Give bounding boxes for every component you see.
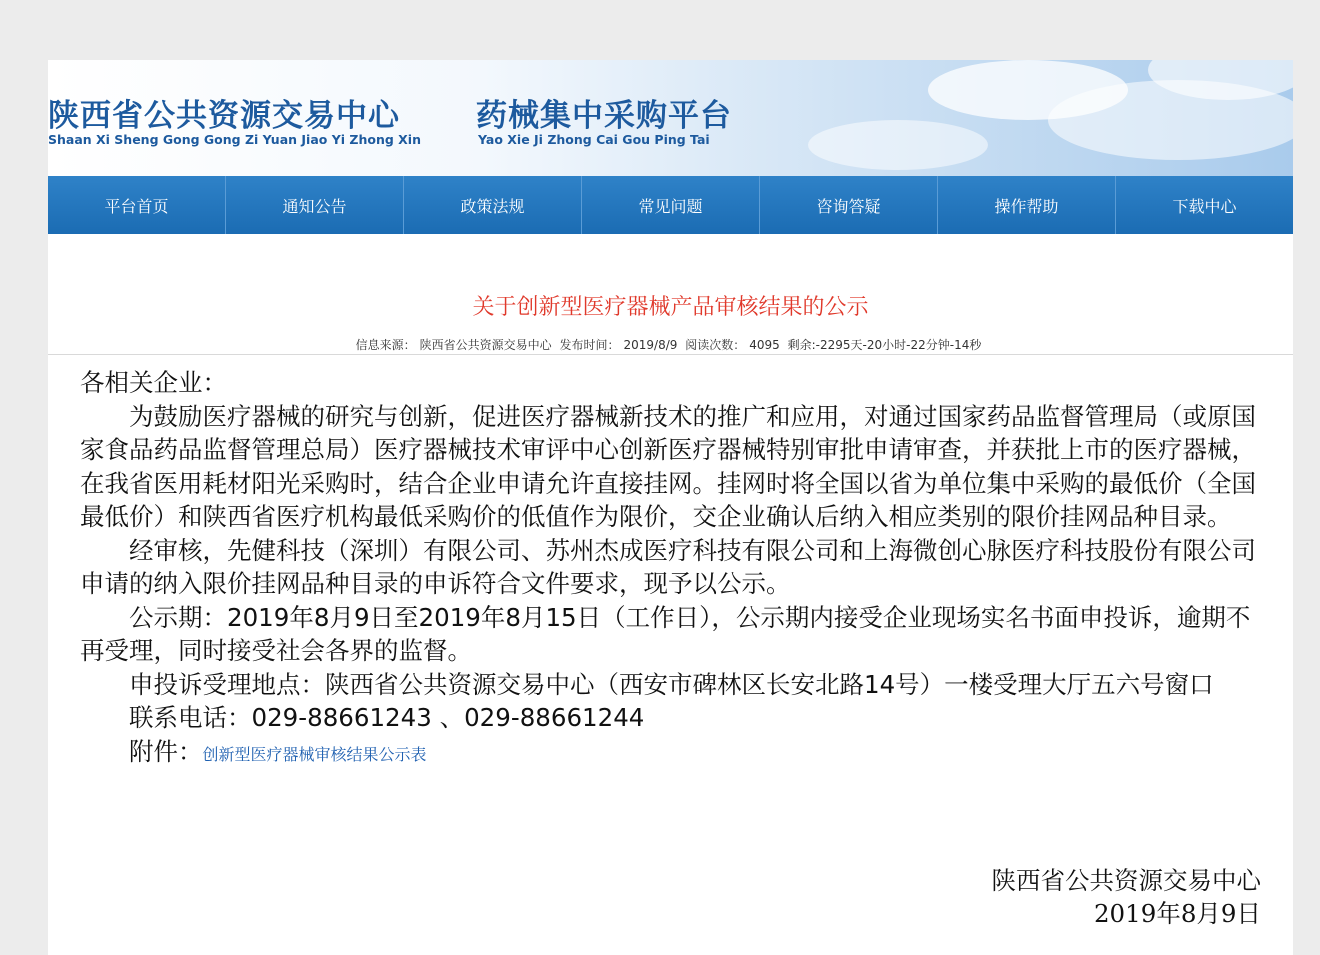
article-title: 关于创新型医疗器械产品审核结果的公示 — [472, 295, 869, 320]
signature-org: 陕西省公共资源交易中心 — [991, 866, 1261, 895]
body-paragraph: 公示期：2019年8月9日至2019年8月15日（工作日），公示期内接受企业现场实名书面申投诉，逾期不再受理，同时接受社会各界的监督。 — [80, 602, 1251, 665]
divider — [48, 354, 1293, 355]
page-container — [48, 60, 1293, 955]
site-title-right: 药械集中采购平台 — [476, 98, 732, 134]
main-nav — [48, 176, 1293, 234]
meta-date: 2019/8/9 — [623, 338, 678, 352]
article-meta — [48, 336, 1293, 353]
meta-date-label: 发布时间： — [559, 338, 620, 352]
article-body — [80, 366, 1265, 771]
nav-item-help[interactable]: 操作帮助 — [938, 176, 1116, 234]
greeting: 各相关企业： — [80, 368, 227, 397]
nav-item-faq[interactable]: 常见问题 — [582, 176, 760, 234]
body-paragraph: 经审核，先健科技（深圳）有限公司、苏州杰成医疗科技有限公司和上海微创心脉医疗科技股份有限公司申请的纳入限价挂网品种目录的申诉符合文件要求，现予以公示。 — [80, 535, 1256, 598]
nav-item-consult[interactable]: 咨询答疑 — [760, 176, 938, 234]
contact-phone: 联系电话：029-88661243 、029-88661244 — [129, 703, 645, 732]
nav-item-home[interactable]: 平台首页 — [48, 176, 226, 234]
site-title-left: 陕西省公共资源交易中心 — [48, 98, 400, 134]
nav-item-notices[interactable]: 通知公告 — [226, 176, 404, 234]
attachment-link[interactable]: 创新型医疗器械审核结果公示表 — [202, 744, 427, 764]
nav-item-downloads[interactable]: 下载中心 — [1172, 196, 1237, 216]
body-paragraph: 申投诉受理地点：陕西省公共资源交易中心（西安市碑林区长安北路14号）一楼受理大厅五六号窗口 — [129, 669, 1214, 699]
cloud-decoration — [808, 120, 988, 170]
site-subtitle-right: Yao Xie Ji Zhong Cai Gou Ping Tai — [478, 132, 710, 147]
signature — [992, 864, 1262, 930]
nav-item-policies[interactable]: 政策法规 — [404, 176, 582, 234]
meta-views-label: 阅读次数： — [685, 338, 746, 352]
body-paragraph: 为鼓励医疗器械的研究与创新，促进医疗器械新技术的推广和应用，对通过国家药品监督管理局（或原国家食品药品监督管理总局）医疗器械技术审评中心创新医疗器械特别审批申请审查，并获批上市的医疗器械，在我省医用耗材阳光采购时，结合企业申请允许直接挂网。挂网时将全国以省为单位集中采购的最低价（全国最低价）和陕西省医疗机构最低采购价的低值作为限价，交企业确认后纳入相应类别的限价挂网品种目录。 — [80, 401, 1256, 531]
meta-remaining: 剩余:-2295天-20小时-22分钟-14秒 — [787, 338, 982, 352]
meta-source: 陕西省公共资源交易中心 — [419, 338, 552, 352]
attachment-row — [80, 735, 1265, 772]
attachment-label: 附件： — [129, 736, 203, 766]
site-banner — [48, 60, 1293, 176]
meta-source-label: 信息来源： — [355, 338, 416, 352]
signature-date: 2019年8月9日 — [1093, 899, 1261, 928]
meta-views: 4095 — [749, 338, 780, 352]
site-subtitle-left: Shaan Xi Sheng Gong Gong Zi Yuan Jiao Yi Zhong Xin — [48, 132, 421, 147]
